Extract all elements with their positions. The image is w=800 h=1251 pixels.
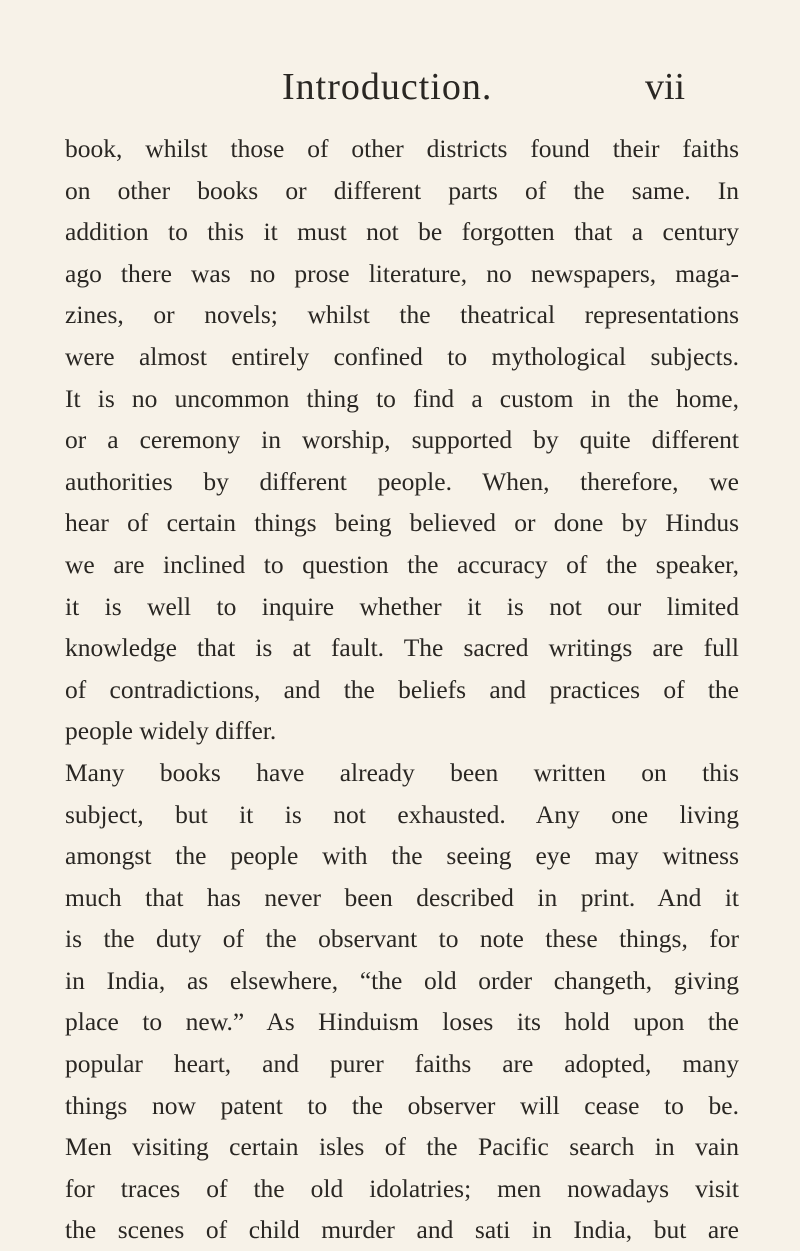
text-line: is the duty of the observant to note these things, for [65, 924, 739, 954]
text-line: Men visiting certain isles of the Pacific search in vain [65, 1132, 739, 1162]
text-line: things now patent to the observer will cease to be. [65, 1090, 739, 1120]
text-line: hear of certain things being believed or done by Hindus [65, 508, 739, 538]
text-line: addition to this it must not be forgotten that a century [65, 217, 739, 247]
text-line: popular heart, and purer faiths are adopted, many [65, 1049, 739, 1079]
text-line: of contradictions, and the beliefs and practices of the [65, 674, 739, 704]
text-line: it is well to inquire whether it is not our limited [65, 591, 739, 621]
text-line: on other books or different parts of the same. In [65, 175, 739, 205]
body-text [65, 128, 739, 1251]
text-line: ago there was no prose literature, no newspapers, maga- [65, 258, 739, 288]
page-number: vii [645, 66, 686, 108]
text-line: authorities by different people. When, therefore, we [65, 466, 739, 496]
paragraph-start-line: Many books have already been written on this [65, 757, 739, 787]
text-line: It is no uncommon thing to find a custom in the home, [65, 383, 739, 413]
text-line: much that has never been described in print. And it [65, 882, 739, 912]
text-line: zines, or novels; whilst the theatrical representations [65, 300, 739, 330]
paragraph-end-line: people widely differ. [65, 716, 277, 746]
text-line: place to new.” As Hinduism loses its hold upon the [65, 1007, 739, 1037]
text-line: amongst the people with the seeing eye may witness [65, 841, 739, 871]
running-head [0, 62, 800, 112]
text-line: for traces of the old idolatries; men nowadays visit [65, 1173, 739, 1203]
text-line: in India, as elsewhere, “the old order changeth, giving [65, 965, 739, 995]
text-line: the scenes of child murder and sati in India, but are [65, 1215, 739, 1245]
text-line: or a ceremony in worship, supported by quite different [65, 425, 739, 455]
running-title: Introduction. [282, 66, 493, 108]
text-line: we are inclined to question the accuracy of the speaker, [65, 549, 739, 579]
text-line: knowledge that is at fault. The sacred writings are full [65, 633, 739, 663]
text-line: subject, but it is not exhausted. Any one living [65, 799, 739, 829]
text-line: book, whilst those of other districts found their faiths [65, 134, 739, 163]
text-line: were almost entirely confined to mythological subjects. [65, 341, 739, 371]
